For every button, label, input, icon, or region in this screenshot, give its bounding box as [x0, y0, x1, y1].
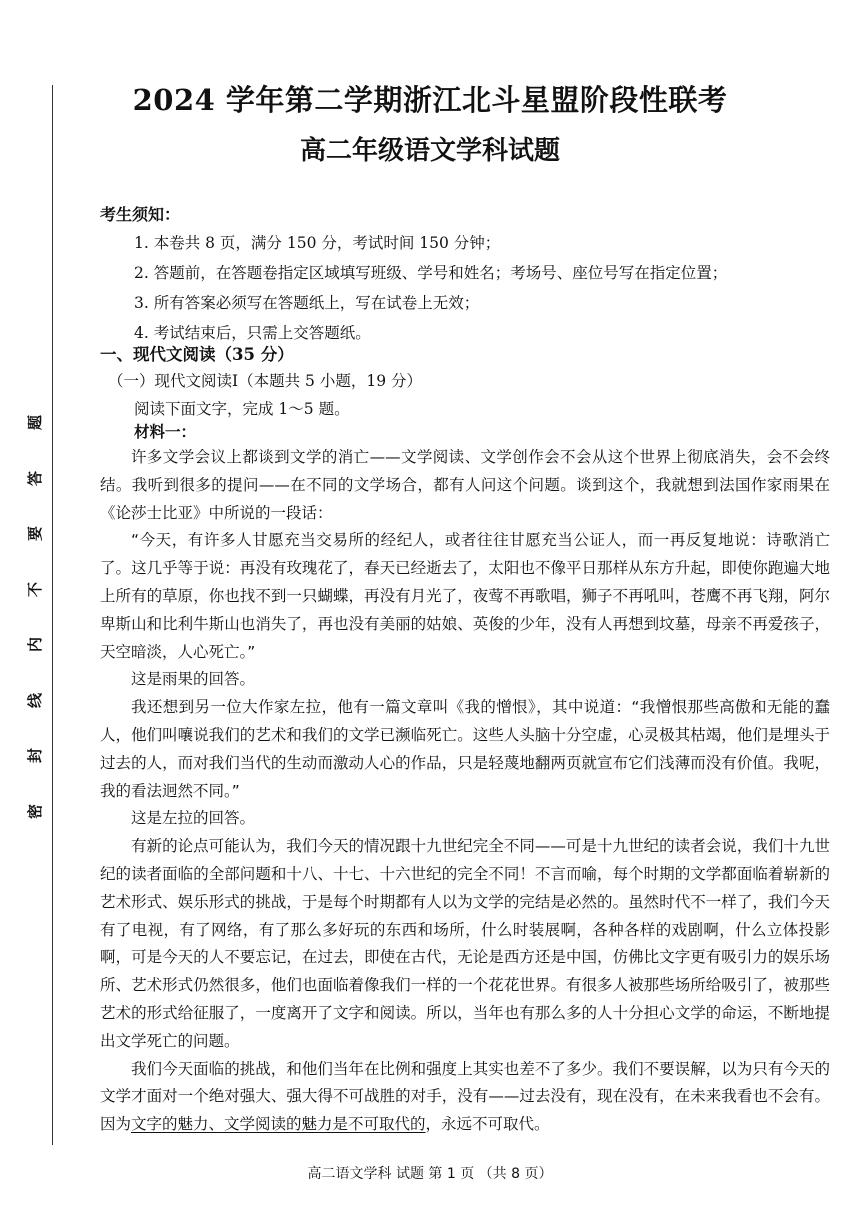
notice-heading: 考生须知： — [100, 205, 181, 224]
passage-paragraph: 这是左拉的回答。 — [131, 809, 256, 828]
notice-item: 4. 考试结束后，只需上交答题纸。 — [134, 324, 371, 342]
passage-paragraph: “今天，有许多人甘愿充当交易所的经纪人，或者往往甘愿充当公证人，而一再反复地说：诗歌消亡了。这几乎等于说：再没有玫瑰花了，春天已经逝去了，太阳也不像平日那样从东方升起，即使你跑遍大地上所有的草原，你也找不到一只蝴蝶，再没有月光了，夜莺不再歌唱，狮子不再吼叫，苍鹰不再飞翔，阿尔卑斯山和比利牛斯山也消失了，再也没有美丽的姑娘、英俊的少年，没有人再想到坟墓，母亲不再爱孩子，天空暗淡，人心死亡。” — [100, 531, 830, 661]
exam-subtitle: 高二年级语文学科试题 — [299, 136, 560, 166]
seal-char: 要 — [26, 526, 45, 542]
seal-char: 内 — [26, 637, 45, 653]
seal-char: 封 — [26, 748, 45, 764]
passage-paragraph: 我还想到另一位大作家左拉，他有一篇文章叫《我的憎恨》，其中说道：“我憎恨那些高傲和无能的蠢人，他们叫嚷说我们的艺术和我们的文学已濒临死亡。这些人头脑十分空虚，心灵极其枯竭，他们是埋头于过去的人，而对我们当代的生动而激动人心的作品，只是轻蔑地翻两页就宣布它们浅薄而没有价值。我呢，我的看法迥然不同。” — [100, 698, 830, 800]
seal-char: 不 — [26, 581, 45, 597]
passage-body — [100, 444, 830, 1139]
material-label: 材料一： — [134, 422, 197, 441]
text-run: ，永远不可取代。 — [425, 1115, 550, 1134]
passage-paragraph: 这是雨果的回答。 — [131, 670, 256, 689]
exam-title: 2024 学年第二学期浙江北斗星盟阶段性联考 — [132, 83, 728, 117]
notice-item: 3. 所有答案必须写在答题纸上，写在试卷上无效； — [134, 294, 480, 312]
text-run: 我们今天面临的挑战，和他们当年在比例和强度上其实也差不了多少。我们不要误解，以为只有今天的文学才面对一个绝对强大、强大得不可战胜的对手，没有——过去没有，现在没有，在未来我看也不会有。因为 — [100, 1059, 830, 1134]
notice-item: 1. 本卷共 8 页，满分 150 分，考试时间 150 分钟； — [134, 234, 501, 252]
notice-item: 2. 答题前，在答题卷指定区域填写班级、学号和姓名；考场号、座位号写在指定位置； — [134, 264, 728, 282]
seal-line-notice — [22, 412, 48, 822]
seal-char: 密 — [26, 803, 45, 819]
passage-paragraph-last — [100, 1056, 830, 1139]
underlined-sentence: 文字的魅力、文学阅读的魅力是不可取代的 — [131, 1115, 426, 1134]
notice-list — [134, 228, 860, 348]
section-heading: 一、现代文阅读（35 分） — [100, 345, 294, 364]
binding-margin-line — [52, 85, 53, 1145]
subsection-heading: （一）现代文阅读Ⅰ（本题共 5 小题，19 分） — [108, 372, 422, 390]
page-footer: 高二语文学科 试题 第 1 页 （共 8 页） — [307, 1166, 553, 1182]
seal-char: 答 — [26, 470, 45, 486]
passage-paragraph: 许多文学会议上都谈到文学的消亡——文学阅读、文学创作会不会从这个世界上彻底消失，会不会终结。我听到很多的提问——在不同的文学场合，都有人问这个问题。谈到这个，我就想到法国作家雨果在《论莎士比亚》中所说的一段话： — [100, 448, 830, 522]
reading-instruction: 阅读下面文字，完成 1～5 题。 — [134, 400, 350, 418]
passage-paragraph: 有新的论点可能认为，我们今天的情况跟十九世纪完全不同——可是十九世纪的读者会说，我们十九世纪的读者面临的全部问题和十八、十七、十六世纪的完全不同！不言而喻，每个时期的文学都面临着崭新的艺术形式、娱乐形式的挑战，于是每个时期都有人以为文学的完结是必然的。虽然时代不一样了，我们今天有了电视，有了网络，有了那么多好玩的东西和场所，什么时装展啊，各种各样的戏剧啊，什么立体投影啊，可是今天的人不要忘记，在过去，即使在古代，无论是西方还是中国，仿佛比文字更有吸引力的娱乐场所、艺术形式仍然很多，他们也面临着像我们一样的一个花花世界。有很多人被那些场所给吸引了，被那些艺术的形式给征服了，一度离开了文字和阅读。所以，当年也有那么多的人十分担心文学的命运，不断地提出文学死亡的问题。 — [100, 837, 830, 1050]
seal-char: 线 — [26, 692, 45, 708]
seal-char: 题 — [26, 414, 45, 431]
